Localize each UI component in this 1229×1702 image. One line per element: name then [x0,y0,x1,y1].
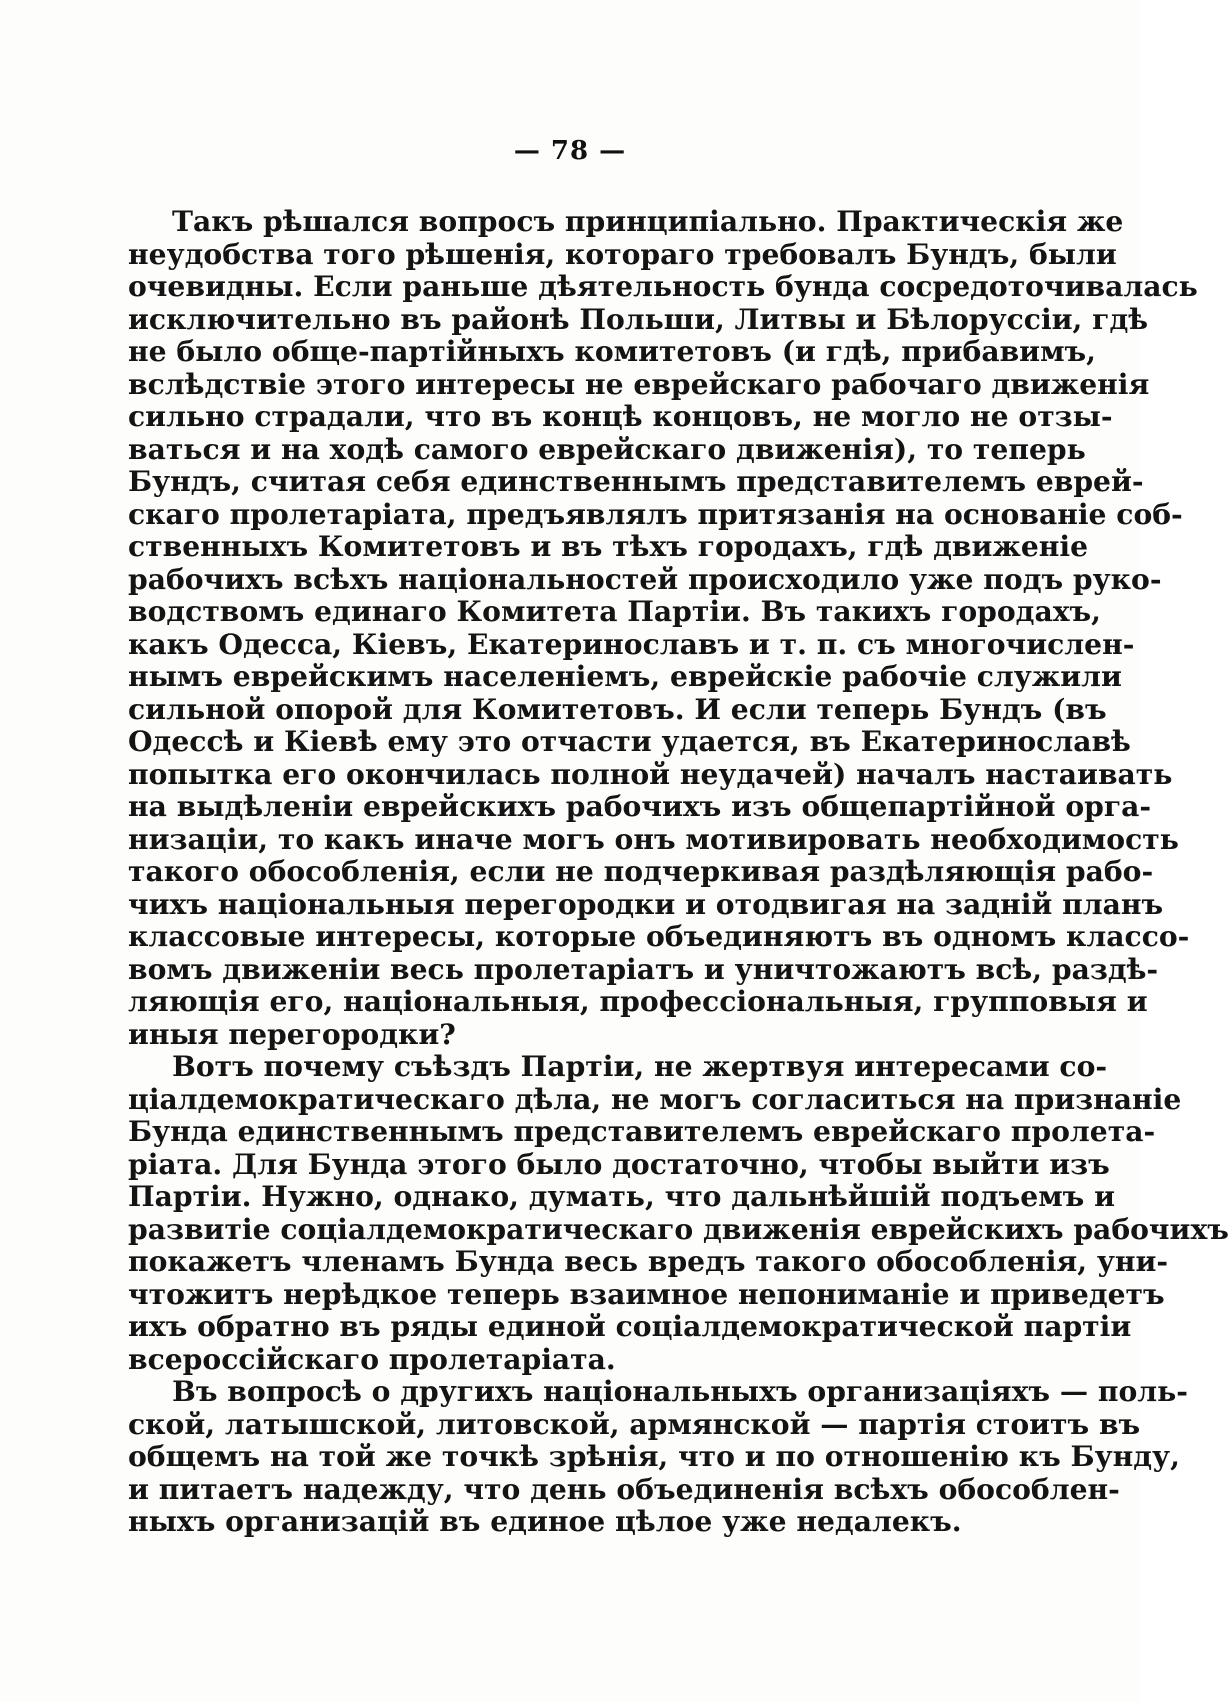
text-line: покажетъ членамъ Бунда весь вредъ такого обособленія, уни- [128,1245,1169,1278]
text-line: Такъ рѣшался вопросъ принципіально. Практическія же [172,205,1124,238]
text-line: скаго пролетаріата, предъявлялъ притязанія на основаніе соб- [128,497,1183,531]
text-line: сильной опорой для Комитетовъ. И если теперь Бундъ (въ [128,692,1107,726]
text-line: ляющія его, національныя, профессіональныя, групповыя и [128,985,1148,1018]
text-line: очевидны. Если раньше дѣятельность бунда сосредоточивалась [128,270,1198,303]
text-line: ской, латышской, литовской, армянской — партія стоитъ въ [128,1407,1141,1441]
text-line: Вотъ почему съѣздъ Партіи, не жертвуя интересами со- [172,1050,1108,1083]
text-line: ныхъ организацій въ единое цѣлое уже недалекъ. [128,1505,962,1538]
text-line: Бундъ, считая себя единственнымъ представителемъ еврей- [128,465,1144,498]
text-line: сильно страдали, что въ концѣ концовъ, не могло не отзы- [128,400,1113,433]
text-line: не было обще-партійныхъ комитетовъ (и гдѣ, прибавимъ, [128,335,1096,368]
text-line: вслѣдствіе этого интересы не еврейскаго рабочаго движенія [128,367,1150,401]
text-line: такого обособленія, если не подчеркивая раздѣляющія рабо- [128,855,1154,888]
text-line: какъ Одесса, Кіевъ, Екатеринославъ и т. п. съ многочислен- [128,627,1135,661]
text-line: водствомъ единаго Комитета Партіи. Въ такихъ городахъ, [128,595,1101,628]
text-line: ваться и на ходѣ самого еврейскаго движенія), то теперь [128,432,1086,466]
paragraph [128,1375,1188,1539]
page-number: — 78 — [513,136,627,166]
text-line: ціалдемократическаго дѣла, не могъ согласиться на признаніе [128,1082,1182,1116]
text-line: Бунда единственнымъ представителемъ еврейскаго пролета- [128,1115,1156,1148]
text-line: вомъ движеніи весь пролетаріатъ и уничтожаютъ всѣ, раздѣ- [128,952,1159,986]
text-line: нымъ еврейскимъ населеніемъ, еврейскіе рабочіе служили [128,660,1122,693]
text-line: на выдѣленіи еврейскихъ рабочихъ изъ общепартійной орга- [128,790,1152,823]
text-line: общемъ на той же точкѣ зрѣнія, что и по отношенію къ Бунду, [128,1440,1180,1473]
text-line: ріата. Для Бунда этого было достаточно, чтобы выйти изъ [128,1147,1110,1181]
text-line: и питаетъ надежду, что день объединенія всѣхъ обособлен- [128,1472,1120,1506]
text-line: развитіе соціалдемократическаго движенія еврейскихъ рабочихъ [128,1212,1229,1246]
text-line: ихъ обратно въ ряды единой соціалдемократической партіи [128,1310,1132,1343]
paragraph [128,205,1198,1051]
text-line: попытка его окончилась полной неудачей) началъ настаивать [128,757,1173,791]
paragraph [128,1050,1229,1376]
text-line: чтожитъ нерѣдкое теперь взаимное непониманіе и приведетъ [128,1277,1165,1311]
text-line: классовые интересы, которые объединяютъ въ одномъ классо- [128,920,1190,953]
text-line: неудобства того рѣшенія, котораго требовалъ Бундъ, были [128,237,1117,271]
text-line: Партіи. Нужно, однако, думать, что дальнѣйшій подъемъ и [128,1180,1116,1213]
text-line: рабочихъ всѣхъ національностей происходило уже подъ руко- [128,562,1162,596]
text-line: исключительно въ районѣ Польши, Литвы и Бѣлоруссіи, гдѣ [128,302,1149,336]
body-text [128,205,1229,1539]
text-line: иныя перегородки? [128,1017,456,1051]
text-line: Въ вопросѣ о другихъ національныхъ организаціяхъ — поль- [172,1375,1188,1408]
text-line: чихъ національныя перегородки и отодвигая на задній планъ [128,887,1164,921]
text-line: Одессѣ и Кіевѣ ему это отчасти удается, въ Екатеринославѣ [128,725,1131,758]
text-line: всероссійскаго пролетаріата. [128,1342,616,1376]
text-line: ственныхъ Комитетовъ и въ тѣхъ городахъ, гдѣ движеніе [128,530,1089,563]
text-line: низаціи, то какъ иначе могъ онъ мотивировать необходимость [128,822,1179,856]
